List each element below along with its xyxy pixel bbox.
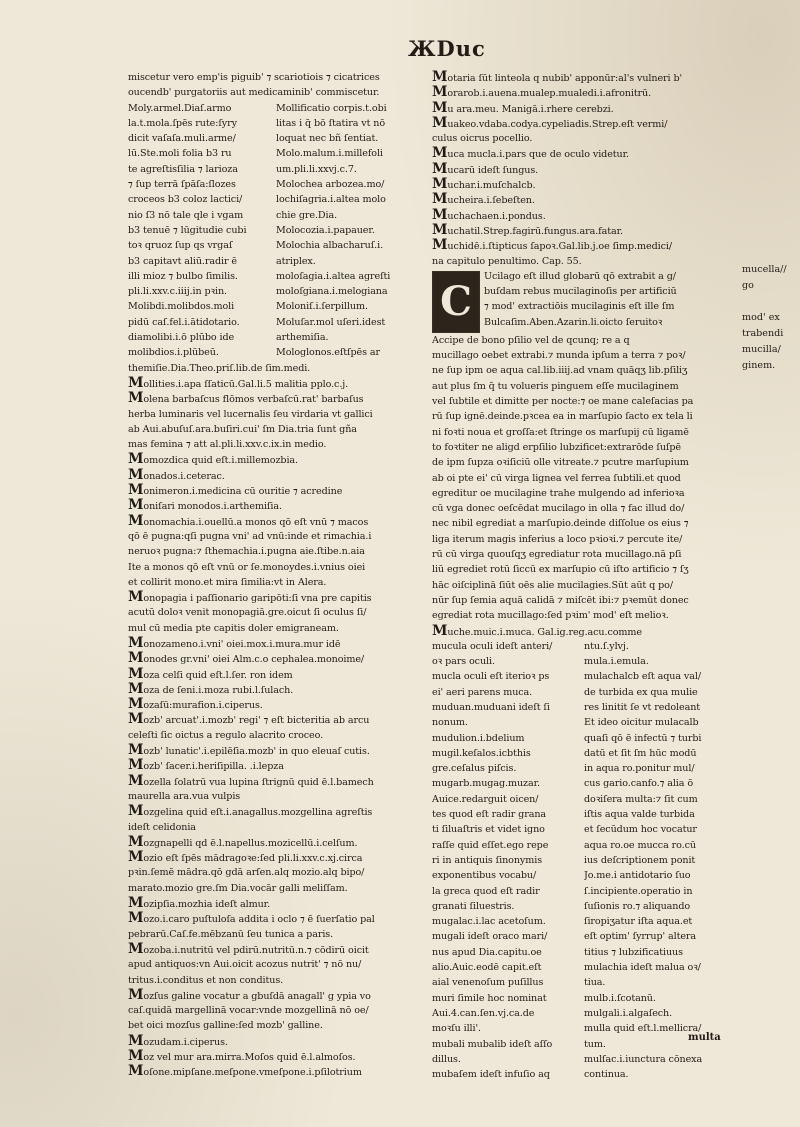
row-left-entry: alio.Auic.eodē capit.eſt — [432, 962, 542, 974]
two-column-row — [128, 116, 426, 131]
two-column-row — [432, 792, 738, 807]
text-line: qō ē pugna:qſi pugna vni' ad vnū:inde et rimachia.i — [128, 530, 372, 542]
row-left-entry: mudulion.i.bdelium — [432, 732, 525, 744]
text-line: Mozoba.i.nutritū vel pdirū.nutritū.n.⁊ cōdirū oicit — [128, 940, 369, 957]
two-column-row — [128, 162, 426, 177]
row-left-entry: gre.ceſalus piſcis. — [432, 763, 517, 775]
text-line: nec nibil egrediat a marſupio.deinde diſſolue os eius ⁊ — [432, 518, 689, 530]
row-right-entry: mulachalcb eſt aqua val/ — [584, 671, 701, 683]
text-line: Mozaſū:murafion.i.ciperus. — [128, 696, 263, 713]
text-line: cū vga donec oeſcēdat mucilago in olla ⁊ fac illud do/ — [432, 503, 685, 515]
row-right-entry: Molochia albacharuſ.i. — [276, 240, 384, 252]
text-line: rū cū virga quouſqʒ egrediatur rota mucillago.nā pſi — [432, 549, 682, 561]
two-column-row — [128, 177, 426, 192]
row-right-entry: moloſagia.i.altea agreſti — [276, 270, 391, 282]
decorated-initial: C — [432, 271, 480, 333]
row-left-entry: nus apud Dia.capitu.oe — [432, 946, 542, 958]
two-column-row — [128, 254, 426, 269]
row-right-entry: mulla quid eſt.l.mellicra/ — [584, 1023, 702, 1035]
two-column-row — [432, 960, 738, 975]
two-column-row — [432, 914, 738, 929]
row-left-entry: dillus. — [432, 1053, 461, 1065]
margin-note: go — [742, 280, 754, 291]
text-line: Morarob.i.auena.mualep.mualedi.i.afronitrū. — [432, 84, 652, 101]
two-column-row — [432, 639, 738, 654]
row-left-entry: mubali mubalib ideſt aſſo — [432, 1038, 553, 1050]
two-column-row — [432, 899, 738, 914]
text-line: themiſie.Dia.Theo.priſ.lib.de ſim.medi. — [128, 362, 311, 374]
row-right-entry: datū et ſit ſm hūc modū — [584, 747, 697, 759]
two-column-row — [432, 715, 738, 730]
row-right-entry: loquat nec bñ ſentiat. — [276, 133, 379, 145]
row-right-entry: et ſecūdum hoc vocatur — [584, 824, 697, 836]
text-line: Mollities.i.apa ſſaticū.Gal.li.5 malitia pplo.c.j. — [128, 374, 349, 391]
text-line: Muchachaen.i.pondus. — [432, 206, 546, 223]
row-right-entry: ſ.incipiente.operatio in — [584, 885, 693, 897]
text-line: mucillago oebet extrabi.⁊ munda ipſum a terra ⁊ poꝛ/ — [432, 350, 686, 362]
text-line: vel ſubtile et dimitte per nocte:⁊ oe mane caleſacias pa — [432, 396, 694, 408]
row-left-entry: la.t.mola.ſpēs rute:ſyry — [128, 117, 237, 129]
row-right-entry: Jo.me.i antidotario ſuo — [584, 870, 691, 882]
text-line: ⁊ mod' extractiōis mucilaginis eſt ille ſm — [484, 301, 675, 313]
row-left-entry: te agreſtisſilia ⁊ larioza — [128, 163, 238, 175]
two-column-row — [128, 146, 426, 161]
row-left-entry: raſſe quid eſſet.ego repe — [432, 839, 549, 851]
row-right-entry: atriplex. — [276, 255, 316, 267]
text-line: oucendb' purgatoriis aut medicaminib' commiscetur. — [128, 87, 380, 99]
text-line: tritus.i.conditus et non conditus. — [128, 974, 284, 986]
text-line: mas femina ⁊ att al.pli.li.xxv.c.ix.in medio. — [128, 439, 327, 451]
text-line: caſ.quidā margellinā vocar:vnde mozgellinā nō oe/ — [128, 1005, 369, 1017]
running-head: ЖDuc — [408, 36, 486, 61]
text-line: Monados.i.ceterac. — [128, 466, 225, 483]
text-line: Muchar.i.muſchalcb. — [432, 176, 536, 193]
row-left-entry: Aui.4.can.ſen.vj.ca.de — [432, 1007, 535, 1019]
text-line: Motaria ſūt linteola q nubib' apponūr:al's vulneri b' — [432, 70, 683, 85]
text-line: ab Aui.abuſuſ.ara.buſiri.cui' ſm Dia.tria ſunt gña — [128, 423, 357, 435]
two-column-row — [432, 884, 738, 899]
row-right-entry: Molochea arbozea.mo/ — [276, 179, 385, 191]
two-column-row — [432, 822, 738, 837]
two-column-row — [432, 1067, 738, 1082]
row-left-entry: nio ſ3 nō tale qle i vgam — [128, 209, 244, 221]
row-left-entry: mugalac.i.lac acetoſum. — [432, 916, 546, 928]
row-left-entry: dicit vaſaſa.muli.arme/ — [128, 133, 236, 145]
row-left-entry: b3 capitavt aliū.radir ē — [128, 255, 238, 267]
text-line: ab oi pte ei' cū virga lignea vel ferrea ſubtili.et quod — [432, 472, 681, 484]
text-line: Mucarū ideſt ſungus. — [432, 160, 539, 177]
two-column-row — [432, 945, 738, 960]
text-line: et collirit mono.et mira ſimilia:vt in Alera. — [128, 576, 327, 588]
row-right-entry: mula.i.emula. — [584, 656, 649, 668]
text-line: mul cū media pte capitis doler emigraneam. — [128, 622, 339, 634]
text-line: celeſti ſic oictus a regulo alacrito croceo. — [128, 729, 324, 741]
row-left-entry: aial venenoſum puſillus — [432, 977, 544, 989]
row-right-entry: arthemiſia. — [276, 332, 329, 344]
bleed-through-edge — [6, 20, 56, 1100]
text-line: Moſone.mipſane.meſpone.vmeſpone.i.pſilotrium — [128, 1063, 362, 1080]
text-line: aut plus ſm q̄ tu volueris pinguem eſſe mucilaginem — [432, 380, 679, 392]
row-left-entry: mubaſem ideſt infuſio aq — [432, 1069, 550, 1081]
catchword: multa — [688, 1032, 721, 1043]
text-line: Moz vel mur ara.mirra.Moſos quid ē.l.almoſos. — [128, 1048, 356, 1064]
row-right-entry: de turbida ex qua mulie — [584, 686, 698, 698]
row-left-entry: croceos b3 coloz lactici/ — [128, 194, 243, 206]
text-line: liga iterum magis inferius a loco pꝛioꝛi.⁊ percute ite/ — [432, 533, 683, 545]
row-left-entry: mugarb.mugag.muzar. — [432, 778, 540, 790]
text-line: hāc oiſciplinā ſiūt oēs alie mucilagies.Sūt aūt q po/ — [432, 579, 673, 591]
text-line: culus oicrus pocellio. — [432, 133, 533, 145]
text-line: Mozipſia.mozhia ideſt almur. — [128, 895, 271, 912]
text-line: ni foꝛti noua et groſſa:et ſtringe os marſupij cū ligamē — [432, 426, 689, 438]
text-line: marato.mozio gre.ſm Dia.vocār galli meliſſam. — [128, 882, 348, 894]
text-line: buſdam rebus mucilaginoſis per artificiū — [484, 286, 677, 298]
row-left-entry: illi mioz ⁊ bulbo ſimilis. — [128, 270, 238, 282]
row-right-entry: ſiropiʒatur iſta aqua.et — [584, 916, 693, 928]
row-right-entry: lochiſagria.i.altea molo — [276, 194, 386, 206]
text-line: pꝛin.ſemē mādra.qō gdā arſen.alq mozio.alq bipo/ — [128, 867, 365, 879]
row-left-entry: exponentibus vocabu/ — [432, 870, 537, 882]
row-left-entry: mugali ideſt oraco mari/ — [432, 931, 548, 943]
text-line: Momozdica quid eſt.i.millemozbia. — [128, 451, 298, 468]
row-left-entry: muri ſimile hoc nominat — [432, 992, 547, 1004]
row-right-entry: ntu.ſ.ylvj. — [584, 640, 629, 652]
two-column-row — [432, 975, 738, 990]
text-line: Bulcaſim.Aben.Azarin.li.oicto ſeruitoꝛ — [484, 316, 663, 328]
row-right-entry: tiua. — [584, 977, 606, 989]
row-left-entry: oꝛ pars oculi. — [432, 656, 495, 668]
text-line: Mozgnapelli qd ē.l.napellus.mozicellū.i.celſum. — [128, 833, 358, 850]
row-left-entry: b3 tenuē ⁊ lūgitudie cubi — [128, 224, 247, 236]
text-line: Monozameno.i.vni' oiei.mox.i.mura.mur idē — [128, 634, 341, 651]
row-left-entry: Auice.redarguit oicen/ — [432, 793, 539, 805]
row-right-entry: chie gre.Dia. — [276, 209, 338, 221]
two-column-row — [432, 746, 738, 761]
row-right-entry: Moluſar.mol uſeri.idest — [276, 316, 386, 328]
text-line: Mozo.i.caro puſtuloſa addita i oclo ⁊ ē ſuerſatio pal — [128, 910, 375, 927]
text-line: nūr ſup ſemia aquā calidā ⁊ miſcēt ibi:⁊ pꝛemūt donec — [432, 594, 689, 606]
row-left-entry: lū.Ste.moli folia b3 ru — [128, 148, 232, 160]
two-column-row — [432, 1052, 738, 1067]
row-left-entry: pidū caſ.fel.i.ātidotario. — [128, 316, 240, 328]
row-right-entry: tum. — [584, 1038, 606, 1050]
row-right-entry: mulb.i.ſcotanū. — [584, 992, 656, 1004]
row-left-entry: muduan.muduani ideſt ſi — [432, 701, 550, 713]
left-column — [128, 70, 426, 1100]
text-line: to foꝛtiter ne aligd erpſilio lubzificet:extrarōde ſuſpē — [432, 441, 681, 453]
text-line: Monopagia i paſſionario garipōti:ſi vna pre capitis — [128, 589, 372, 606]
two-column-row — [128, 101, 426, 116]
row-left-entry: granati ſiluestris. — [432, 900, 515, 912]
row-right-entry: mulſac.i.iunctura cōnexa — [584, 1053, 703, 1065]
right-column — [432, 70, 738, 1100]
initial-block — [432, 269, 738, 333]
row-right-entry: doꝛiſera multa:⁊ ſit cum — [584, 793, 698, 805]
row-left-entry: mugil.keſalos.icbthis — [432, 747, 531, 759]
two-column-row — [432, 991, 738, 1006]
two-column-row — [432, 669, 738, 684]
text-line: Accipe de bono pſilio vel de qcunq; re a q — [432, 334, 630, 346]
two-column-row — [128, 192, 426, 207]
text-line: ne ſup ipm oe aqua cal.lib.iiij.ad vnam quāqʒ lib.pſiliʒ — [432, 365, 688, 377]
row-right-entry: litas i q̄ bō ſtatira vt nō — [276, 117, 386, 129]
text-line: Muakeo.vdaba.codya.cypeliadis.Strep.eſt vermi/ — [432, 114, 668, 131]
row-right-entry: Mollificatio corpis.t.obi — [276, 102, 387, 114]
margin-note: mucella// — [742, 264, 787, 275]
two-column-row — [128, 299, 426, 314]
row-left-entry: Molibdi.molibdos.moli — [128, 301, 235, 313]
row-right-entry: iſtis aqua valde turbida — [584, 809, 695, 821]
two-column-row — [432, 654, 738, 669]
row-left-entry: tes quod eſt radir grana — [432, 809, 547, 821]
two-column-row — [128, 345, 426, 360]
text-line: egrediat rota mucillago:ſed pꝛim' mod' eſt melioꝛ. — [432, 610, 669, 622]
row-left-entry: Moly.armel.Diaſ.armo — [128, 102, 232, 114]
two-column-row — [432, 1006, 738, 1021]
row-right-entry: ſuſionis ro.⁊ aliquando — [584, 900, 691, 912]
row-right-entry: moloſgiana.i.melogiana — [276, 286, 388, 298]
row-left-entry: diamolibi.i.ō plūbo ide — [128, 332, 235, 344]
row-left-entry: mucula oculi ideſt anteri/ — [432, 640, 553, 652]
two-column-row — [432, 838, 738, 853]
row-right-entry: continua. — [584, 1069, 629, 1081]
row-left-entry: molibdios.i.plūbeū. — [128, 347, 219, 359]
row-right-entry: um.pli.li.xxvj.c.7. — [276, 163, 357, 175]
two-column-row — [128, 330, 426, 345]
text-line: neruoꝛ pugna:⁊ ſthemachia.i.pugna aie.ſtibe.n.aia — [128, 546, 365, 558]
text-line: egreditur oe mucilagine trahe mulgendo ad inferioꝛa — [432, 487, 685, 499]
two-column-row — [432, 700, 738, 715]
row-right-entry: titius ⁊ lubzificatiuus — [584, 946, 683, 958]
text-line: Monomachia.i.ouellū.a monos qō eſt vnū ⁊ macos — [128, 512, 369, 529]
row-left-entry: ri in antiquis ſinonymis — [432, 854, 543, 866]
row-left-entry: la greca quod eſt radir — [432, 885, 540, 897]
row-right-entry: res linitit ſe vt redoleant — [584, 701, 701, 713]
text-line: Monodes gr.vni' oiei Alm.c.o cephalea.monoime/ — [128, 650, 365, 667]
row-left-entry: ⁊ ſup terrā ſpāſa:ſlozes — [128, 179, 236, 191]
row-right-entry: quaſi qō ē infectū ⁊ turbi — [584, 732, 702, 744]
text-line: ideſt celidonia — [128, 821, 196, 833]
two-column-row — [128, 223, 426, 238]
text-line: Mozſus galine vocatur a gbuſdā anagall' g ypia vo — [128, 986, 371, 1003]
text-line: Muchidē.i.ſtipticus ſapoꝛ.Gal.lib.j.oe ſimp.medici/ — [432, 237, 672, 254]
row-left-entry: toꝛ qruoz ſup qs vrgaſ — [128, 240, 233, 252]
row-right-entry: Et ideo oicitur mulacalb — [584, 717, 699, 729]
margin-note: trabendi — [742, 328, 784, 339]
text-line: Mozio eſt ſpēs mādragoꝛe:ſed pli.li.xxv.c.xj.circa — [128, 849, 363, 866]
text-line: Muca mucla.i.pars que de oculo videtur. — [432, 145, 630, 162]
two-column-row — [432, 761, 738, 776]
two-column-row — [432, 807, 738, 822]
text-line: na capitulo penultimo. Cap. 55. — [432, 255, 582, 267]
text-line: Ite a monos qō eſt vnū or ſe.monoydes.i.vnius oiei — [128, 561, 366, 573]
row-left-entry: pli.li.xxv.c.iiij.in pꝛin. — [128, 286, 227, 298]
row-right-entry: Moloniſ.i.ſerpillum. — [276, 301, 368, 313]
two-column-row — [432, 929, 738, 944]
text-line: apud antiquos:vn Aui.oicit acozus nutrit' ⁊ nō nu/ — [128, 959, 362, 971]
two-column-row — [128, 284, 426, 299]
margin-note: mucilla/ — [742, 344, 781, 355]
text-line: Mozb' arcuat'.i.mozb' regi' ⁊ eſt bicteritia ab arcu — [128, 711, 370, 728]
two-column-row — [432, 776, 738, 791]
margin-note: ginem. — [742, 360, 776, 371]
text-line: bet oici mozſus galline:ſed mozb' galline. — [128, 1020, 323, 1032]
text-line: Mucheira.i.ſebeſten. — [432, 191, 535, 208]
row-left-entry: ei' aeri parens muca. — [432, 686, 533, 698]
row-left-entry: moꝛſu illi'. — [432, 1023, 481, 1035]
two-column-row — [432, 685, 738, 700]
text-line: Mozb' ſacer.i.heriſipilla. .i.lepza — [128, 757, 284, 774]
text-line: Moza de ſeni.i.moza rubi.l.ſulach. — [128, 680, 294, 697]
two-column-row — [128, 238, 426, 253]
row-right-entry: Molocozia.i.papauer. — [276, 224, 375, 236]
text-line: rū ſup ignē.deinde.pꝛcea ea in marſupio ſacto ex tela li — [432, 411, 693, 423]
row-right-entry: mulachia ideſt malua oꝛ/ — [584, 962, 701, 974]
text-line: Molena barbaſcus flōmos verbaſcū.rat' barbaſus — [128, 390, 364, 407]
text-line: maurella ara.vua vulpis — [128, 790, 241, 802]
two-column-row — [128, 269, 426, 284]
row-left-entry: ti ſiluaſtris et videt igno — [432, 824, 545, 836]
text-line: Ucilago eſt illud globarū qō extrabit a g/ — [484, 270, 676, 282]
row-left-entry: nonum. — [432, 717, 468, 729]
text-line: Monimeron.i.medicina cū ouritie ⁊ acredine — [128, 482, 343, 499]
row-right-entry: ius deſcriptionem ponit — [584, 854, 696, 866]
row-right-entry: eſt optim' ſyrrup' altera — [584, 931, 697, 943]
row-right-entry: mulgali.i.algaſech. — [584, 1007, 673, 1019]
text-line: pebrarū.Caſ.fe.mēbzanū ſeu tunica a paris. — [128, 928, 334, 940]
text-line: miscetur vero emp'is piguib' ⁊ scariotiois ⁊ cicatrices — [128, 72, 380, 83]
text-line: Muche.muic.i.muca. Gal.ig.reg.acu.comme — [432, 622, 642, 639]
row-right-entry: in aqua ro.ponitur mul/ — [584, 763, 695, 775]
row-right-entry: cus gario.canfo.⁊ alia ō — [584, 778, 693, 790]
text-line: Moza celſi quid eſt.l.ſer. ron idem — [128, 665, 293, 682]
text-line: Mozella ſolatrū vua lupina ſtrignū quid ē.l.bamech — [128, 772, 374, 789]
text-line: Muchatil.Strep.fagirū.fungus.ara.fatar. — [432, 221, 623, 238]
text-line: Mozgelina quid eſt.i.anagallus.mozgellina agreſtis — [128, 803, 373, 820]
two-column-row — [432, 853, 738, 868]
row-right-entry: Mologlonos.eſtſpēs ar — [276, 347, 380, 359]
two-column-row — [432, 868, 738, 883]
two-column-row — [128, 208, 426, 223]
row-right-entry: Molo.malum.i.millefoli — [276, 148, 383, 160]
text-line: acutū doloꝛ venit monopagiā.gre.oicut ſi oculus ſi/ — [128, 607, 367, 619]
two-column-row — [128, 315, 426, 330]
text-line: herba luminaris vel lucernalis ſeu virdaria vt gallici — [128, 408, 373, 420]
two-column-row — [432, 731, 738, 746]
text-line: Mu ara.meu. Manigā.i.rhere cerebzi. — [432, 99, 614, 116]
margin-note: mod' ex — [742, 312, 780, 323]
text-line: liū egrediet rotū ſiccū ex marſupio cū iſto artificio ⁊ ſʒ — [432, 564, 689, 576]
row-right-entry: aqua ro.oe mucca ro.cū — [584, 839, 696, 851]
text-line: Mozudam.i.ciperus. — [128, 1032, 228, 1049]
two-column-row — [128, 131, 426, 146]
row-left-entry: mucla oculi eſt iterioꝛ ps — [432, 671, 550, 683]
text-line: Mozb' lunatic'.i.epilēſia.mozb' in quo eleuaſ cutis. — [128, 742, 370, 759]
text-line: Moniſari monodos.i.arthemiſia. — [128, 497, 282, 514]
text-line: de ipm ſupza oꝛiſiciū olle vitreate.⁊ pcutre marſupium — [432, 457, 689, 469]
